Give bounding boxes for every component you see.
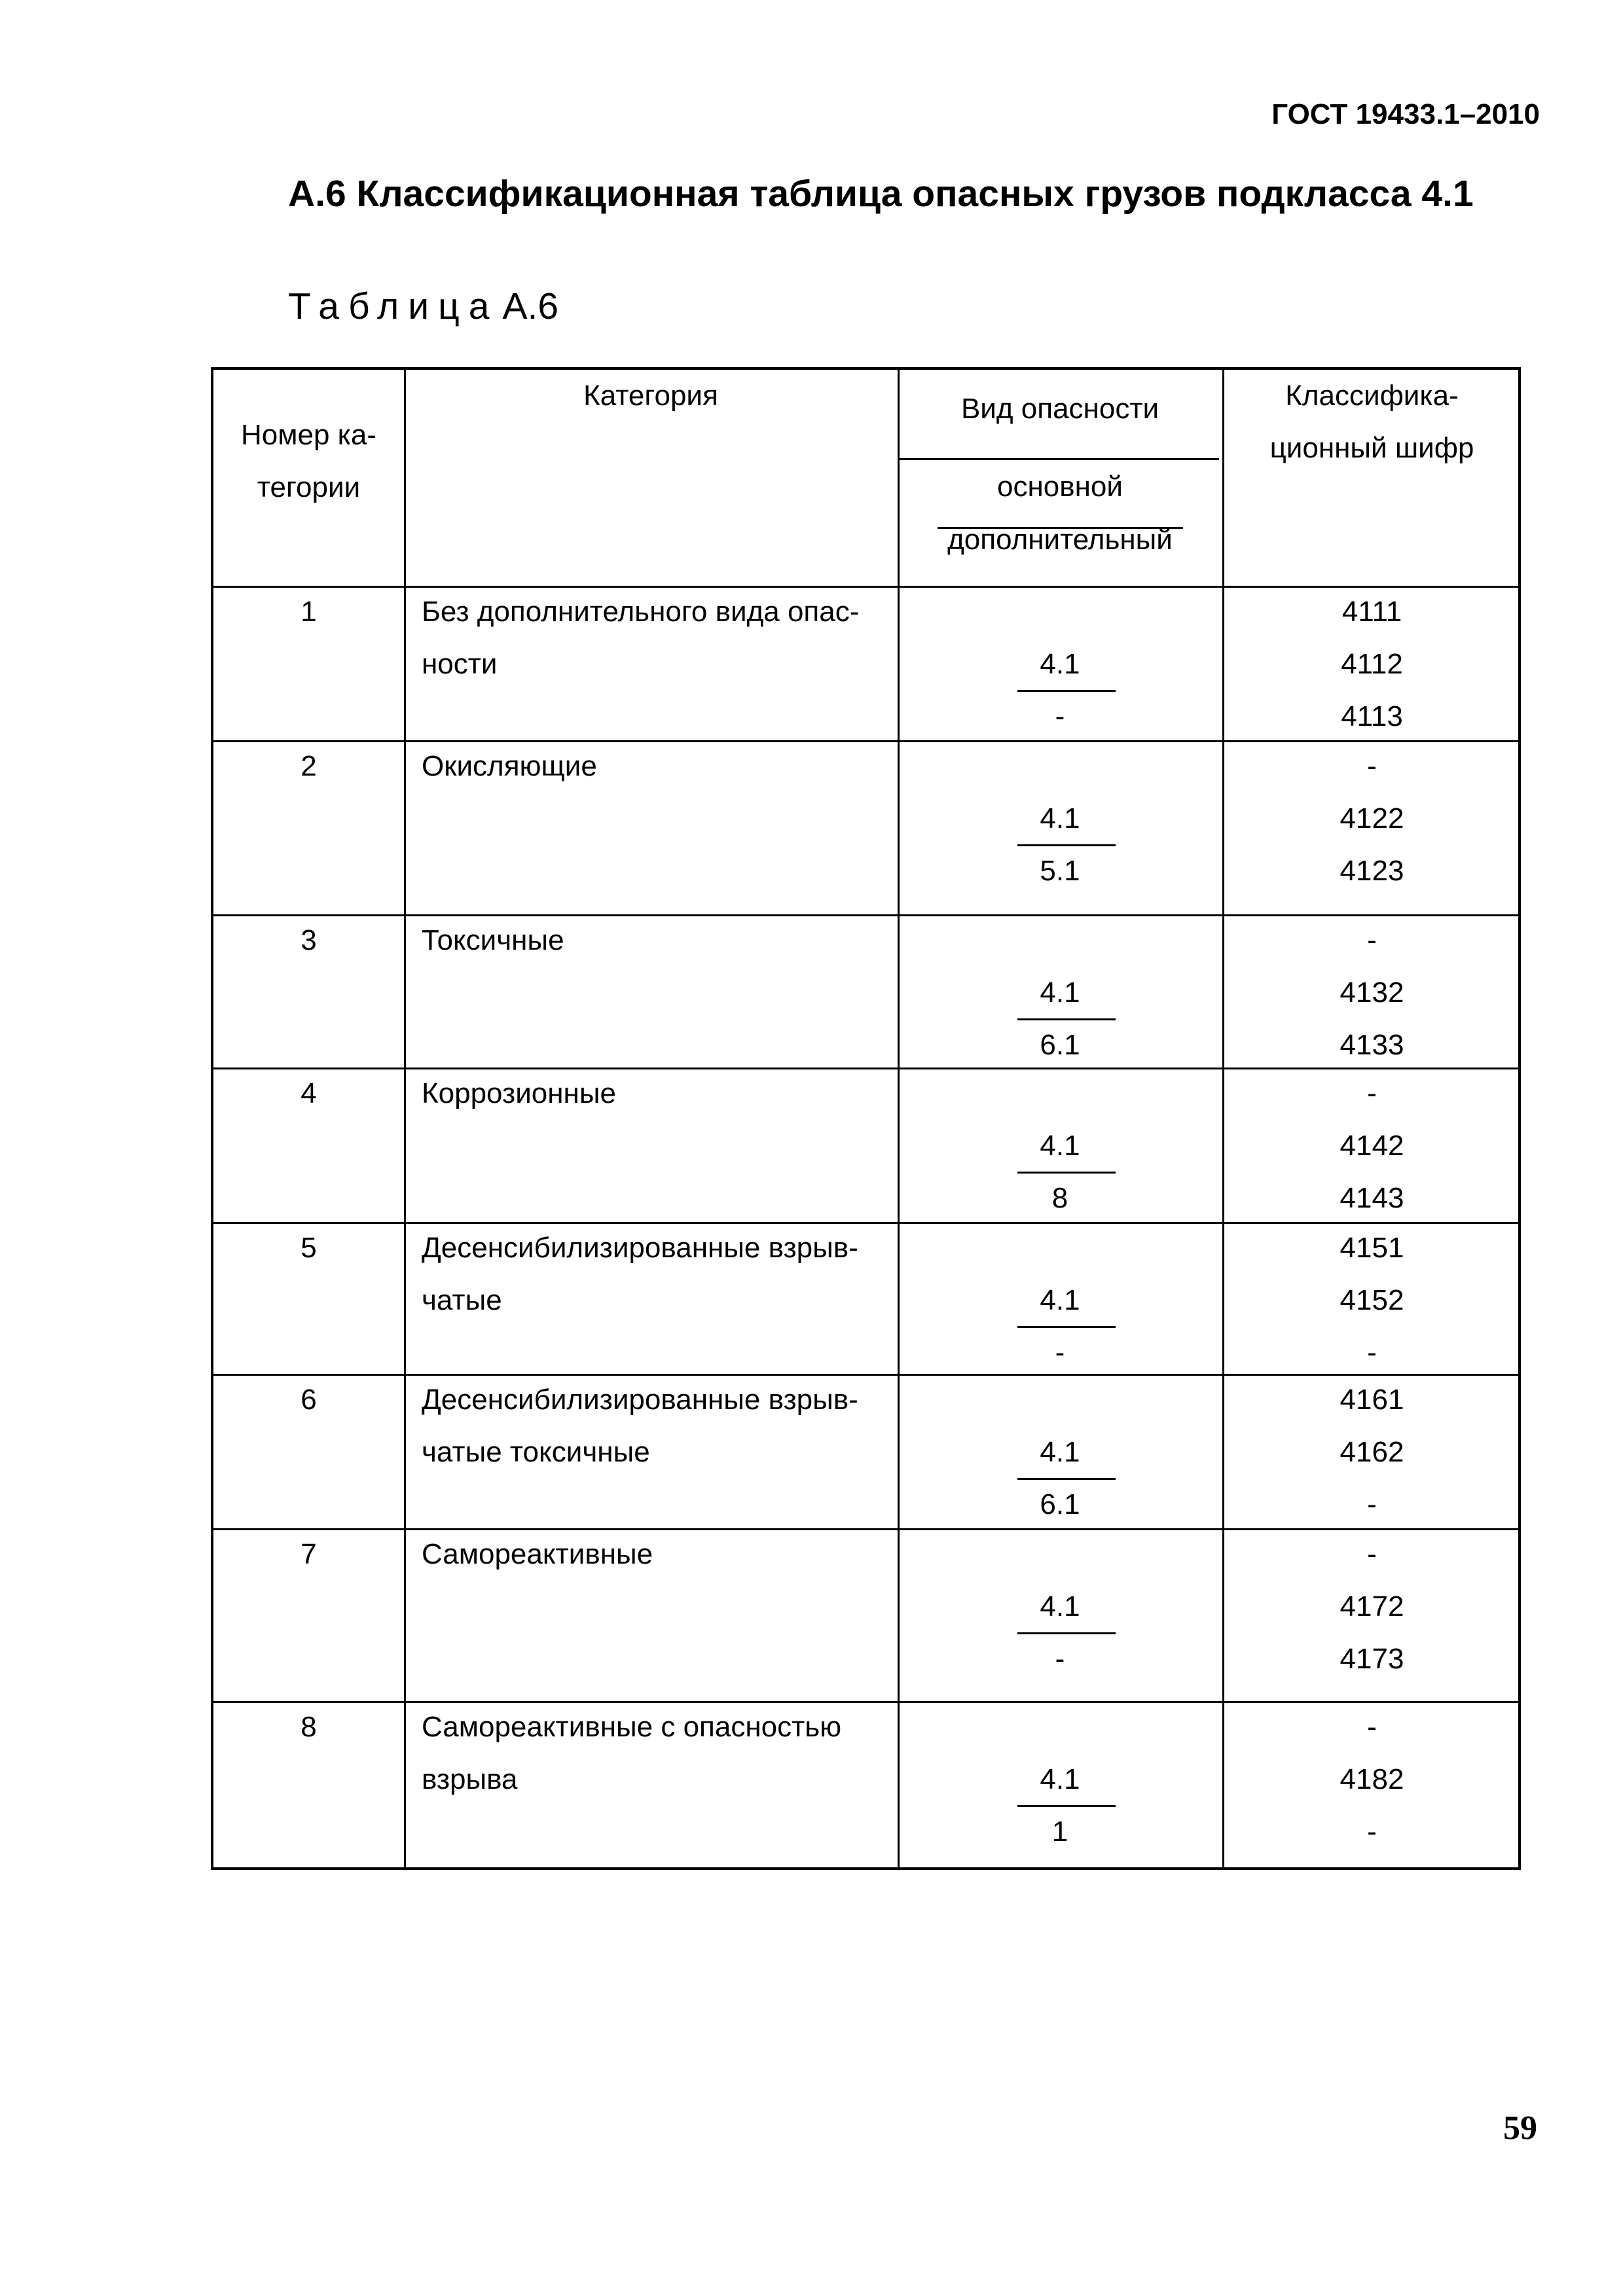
header-subdivider	[898, 458, 1219, 460]
row-category-line: взрыва	[422, 1763, 518, 1795]
hazard-additional: 8	[1051, 1182, 1068, 1214]
header-code-line: ционный шифр	[1269, 432, 1474, 464]
hazard-additional: -	[1055, 1643, 1065, 1675]
hazard-main: 4.1	[1040, 802, 1080, 834]
row-category	[422, 586, 860, 691]
code-value: 4123	[1340, 855, 1404, 887]
code-value: 4111	[1341, 596, 1402, 628]
hazard-fraction	[898, 1581, 1222, 1685]
code-value: 4172	[1340, 1590, 1404, 1623]
code-value: 4133	[1340, 1029, 1404, 1061]
code-value: -	[1367, 1077, 1377, 1109]
hazard-additional: 6.1	[1040, 1488, 1080, 1520]
table-caption	[288, 285, 558, 328]
hazard-main: 4.1	[1040, 1130, 1080, 1162]
row-number: 5	[301, 1232, 317, 1264]
code-value: -	[1367, 1488, 1377, 1520]
header-hazard-main: основной	[997, 471, 1123, 503]
code-value: -	[1367, 924, 1377, 956]
row-category-line: чатые	[422, 1284, 502, 1316]
code-value: -	[1367, 1816, 1377, 1848]
row-codes	[1222, 1701, 1522, 1858]
hazard-main: 4.1	[1040, 1590, 1080, 1623]
hazard-additional: 6.1	[1040, 1029, 1080, 1061]
code-value: 4151	[1340, 1232, 1404, 1264]
hazard-main: 4.1	[1040, 1436, 1080, 1468]
code-value: 4182	[1340, 1763, 1404, 1795]
code-value: 4143	[1340, 1182, 1404, 1214]
row-category-line: чатые токсичные	[422, 1436, 650, 1468]
hazard-fraction	[898, 967, 1222, 1071]
code-value: 4173	[1340, 1643, 1404, 1675]
row-category-line: Окисляющие	[422, 750, 597, 782]
hazard-main: 4.1	[1040, 977, 1080, 1009]
hazard-fraction	[898, 1274, 1222, 1379]
row-category-line: Коррозионные	[422, 1077, 616, 1109]
row-category-line: Самореактивные	[422, 1538, 653, 1570]
row-number: 4	[301, 1077, 317, 1109]
row-category-line: Самореактивные с опасностью	[422, 1711, 842, 1743]
row-codes	[1222, 740, 1522, 897]
column-divider	[404, 370, 406, 1867]
row-number: 6	[301, 1384, 317, 1416]
header-category: Категория	[583, 380, 718, 412]
hazard-main: 4.1	[1040, 1763, 1080, 1795]
hazard-additional: -	[1055, 1336, 1065, 1369]
row-category	[422, 1067, 697, 1120]
row-number: 2	[301, 750, 317, 782]
hazard-additional: 5.1	[1040, 855, 1080, 887]
classification-table	[211, 367, 1521, 1870]
row-category-line: Без дополнительного вида опас-	[422, 596, 860, 628]
row-category-line: Токсичные	[422, 924, 564, 956]
code-value: -	[1367, 1538, 1377, 1570]
row-category	[422, 740, 697, 793]
header-hazard: Вид опасности	[960, 393, 1159, 425]
code-value: 4162	[1340, 1436, 1404, 1468]
code-value: -	[1367, 1336, 1377, 1369]
row-category	[422, 1222, 858, 1327]
code-value: 4122	[1340, 802, 1404, 834]
row-category-line: Десенсибилизированные взрыв-	[422, 1384, 858, 1416]
section-title: А.6 Классификационная таблица опасных грузов подкласса 4.1	[288, 173, 1474, 215]
hazard-additional: -	[1055, 700, 1065, 732]
hazard-fraction	[898, 1426, 1222, 1531]
code-value: 4112	[1341, 648, 1403, 680]
row-category	[422, 1374, 858, 1479]
row-number: 7	[301, 1538, 317, 1570]
row-number: 8	[301, 1711, 317, 1743]
code-value: 4132	[1340, 977, 1404, 1009]
header-number	[213, 409, 404, 514]
row-category-line: Десенсибилизированные взрыв-	[422, 1232, 858, 1264]
document-code: ГОСТ 19433.1–2010	[1271, 98, 1540, 130]
code-value: 4152	[1340, 1284, 1404, 1316]
hazard-fraction	[898, 793, 1222, 897]
hazard-additional: 1	[1051, 1816, 1068, 1848]
header-number-line: тегории	[257, 471, 361, 503]
row-category	[422, 1701, 842, 1806]
header-hazard-additional: дополнительный	[947, 524, 1173, 556]
row-codes	[1222, 1528, 1522, 1685]
table-caption-label: Таблица	[288, 285, 499, 327]
row-category	[422, 914, 697, 967]
code-value: 4113	[1341, 700, 1403, 732]
row-codes	[1222, 914, 1522, 1071]
page-number: 59	[1503, 2109, 1537, 2147]
hazard-main: 4.1	[1040, 648, 1080, 680]
header-code-line: Классифика-	[1285, 380, 1459, 412]
row-codes	[1222, 586, 1522, 743]
row-codes	[1222, 1222, 1522, 1379]
hazard-fraction	[898, 638, 1222, 743]
row-number: 1	[301, 596, 317, 628]
header-code	[1222, 370, 1522, 475]
row-codes	[1222, 1067, 1522, 1225]
code-value: 4161	[1340, 1384, 1404, 1416]
code-value: 4142	[1340, 1130, 1404, 1162]
table-caption-number: А.6	[502, 285, 559, 327]
row-category-line: ности	[422, 648, 498, 680]
row-codes	[1222, 1374, 1522, 1531]
row-category	[422, 1528, 697, 1581]
code-value: -	[1367, 1711, 1377, 1743]
hazard-fraction	[898, 1753, 1222, 1858]
hazard-fraction	[898, 1120, 1222, 1225]
code-value: -	[1367, 750, 1377, 782]
hazard-main: 4.1	[1040, 1284, 1080, 1316]
header-number-line: Номер ка-	[240, 419, 376, 451]
row-number: 3	[301, 924, 317, 956]
